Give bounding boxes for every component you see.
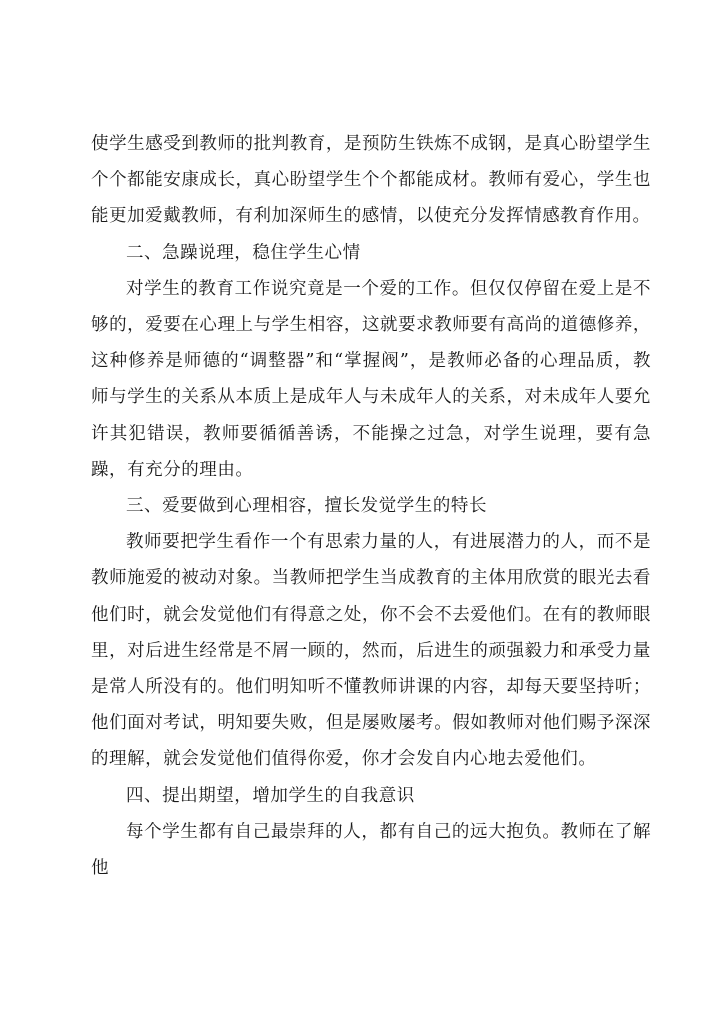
- paragraph-continued: 使学生感受到教师的批判教育，是预防生铁炼不成钢，是真心盼望学生个个都能安康成长，真心盼望学生个个都能成材。教师有爱心，学生也能更加爱戴教师，有利加深师生的感情，以使充分发挥情感教育作用。: [91, 134, 651, 227]
- section-heading-4: 四、提出期望，增加学生的自我意识: [126, 785, 415, 806]
- document-body: [91, 126, 651, 886]
- section-heading-3: 三、爱要做到心理相容，擅长发觉学生的特长: [126, 496, 487, 517]
- paragraph-body: 每个学生都有自己最崇拜的人，都有自己的远大抱负。教师在了解他: [91, 821, 651, 879]
- section-heading-2: 二、急躁说理，稳住学生心情: [126, 242, 361, 263]
- paragraph-body: 对学生的教育工作说究竟是一个爱的工作。但仅仅停留在爱上是不够的，爱要在心理上与学生相容，这就要求教师要有高尚的道德修养，这种修养是师德的“调整器”和“掌握阀”，是教师必备的心理品质，教师与学生的关系从本质上是成年人与未成年人的关系，对未成年人要允许其犯错误，教师要循循善诱，不能操之过急，对学生说理，要有急躁，有充分的理由。: [91, 278, 651, 480]
- paragraph-body: 教师要把学生看作一个有思索力量的人，有进展潜力的人，而不是教师施爱的被动对象。当教师把学生当成教育的主体用欣赏的眼光去看他们时，就会发觉他们有得意之处，你不会不去爱他们。在有的教师眼里，对后进生经常是不屑一顾的，然而，后进生的顽强毅力和承受力量是常人所没有的。他们明知听不懂教师讲课的内容，却每天要坚持听；他们面对考试，明知要失败，但是屡败屡考。假如教师对他们赐予深深的理解，就会发觉他们值得你爱，你才会发自内心地去爱他们。: [91, 532, 651, 770]
